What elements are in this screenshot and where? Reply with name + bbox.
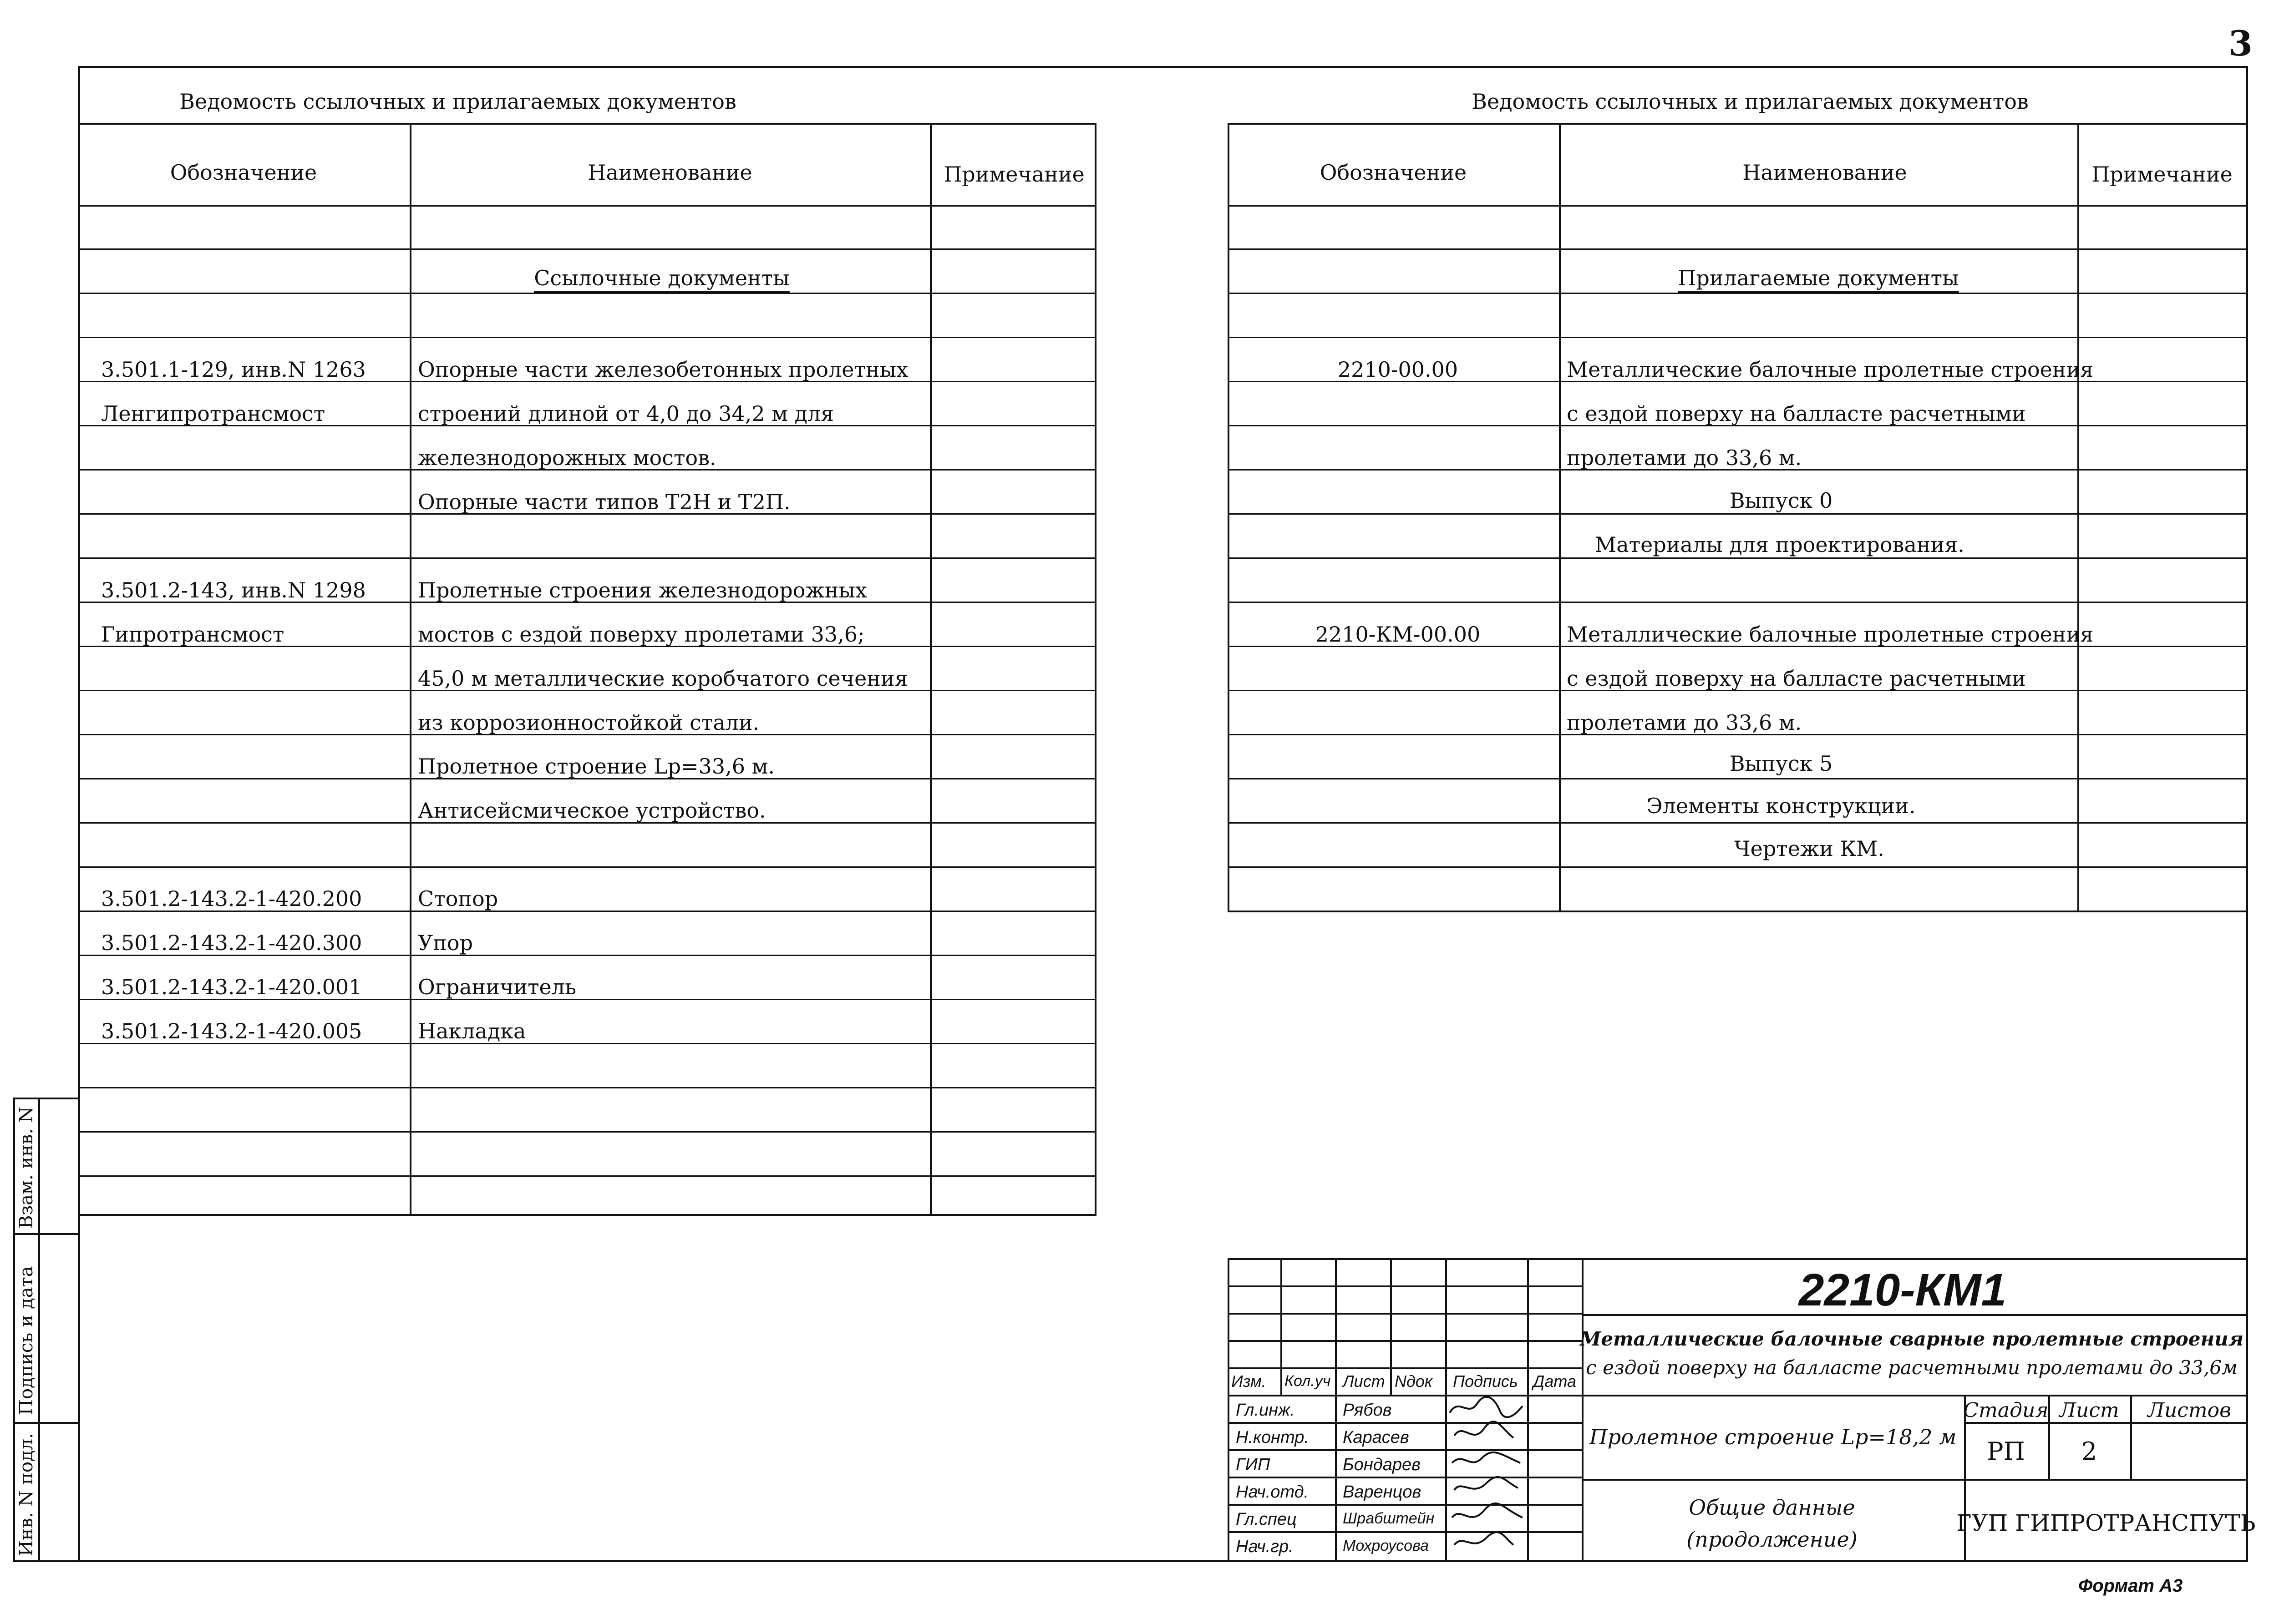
right-header-name: Наименование <box>1742 160 1907 185</box>
staff-role: Нач.отд. <box>1236 1482 1309 1502</box>
table-row-name: мостов с ездой поверху пролетами 33,6; <box>418 622 865 647</box>
row-separator <box>1228 911 2248 912</box>
table-row-name: Пролетные строения железнодорожных <box>418 578 867 602</box>
table-row-name: Стопор <box>418 886 498 911</box>
row-separator <box>1228 866 2248 868</box>
row-separator <box>78 1131 1096 1133</box>
row-separator <box>78 293 1096 294</box>
table-row-name: с ездой поверху на балласте расчетными <box>1567 401 2026 426</box>
section-title-line2: (продолжение) <box>1686 1527 1858 1552</box>
tb-col-sheet: Лист <box>1343 1372 1385 1391</box>
row-separator <box>1228 778 2248 779</box>
table-row-name: Материалы для проектирования. <box>1595 532 1964 557</box>
table-row-designation: 3.501.2-143.2-1-420.001 <box>101 975 362 999</box>
row-separator <box>1228 293 2248 294</box>
staff-name: Мохроусова <box>1343 1537 1429 1554</box>
side-stamp-signature-date: Подпись и дата <box>16 1266 37 1415</box>
row-separator <box>78 1087 1096 1088</box>
table-row-name: Элементы конструкции. <box>1646 794 1916 818</box>
staff-name: Шрабштейн <box>1343 1510 1435 1527</box>
section-title-line1: Общие данные <box>1689 1495 1855 1520</box>
table-row-name: Опорные части железобетонных пролетных <box>418 357 909 382</box>
right-header-designation: Обозначение <box>1320 160 1467 185</box>
row-separator <box>1228 602 2248 603</box>
staff-role: Н.контр. <box>1236 1428 1309 1447</box>
project-title-line1: Металлические балочные сварные пролетные строения <box>1579 1328 2244 1350</box>
row-separator <box>78 557 1096 559</box>
table-row-name: Ограничитель <box>418 975 577 999</box>
side-stamp-replacement-inventory: Взам. инв. N <box>16 1107 37 1229</box>
table-row-designation: Ленгипротрансмост <box>101 401 325 426</box>
row-separator <box>78 337 1096 338</box>
row-separator <box>1228 337 2248 338</box>
table-row-name: железнодорожных мостов. <box>418 445 716 470</box>
drawing-code: 2210-КМ1 <box>1798 1265 2007 1315</box>
left-header-name: Наименование <box>588 160 752 185</box>
table-row-name: пролетами до 33,6 м. <box>1567 710 1802 735</box>
row-separator <box>1228 822 2248 824</box>
left-header-note: Примечание <box>944 162 1085 187</box>
table-row-designation: 2210-КМ-00.00 <box>1315 622 1481 647</box>
table-row-name: из коррозионностойкой стали. <box>418 710 760 735</box>
table-row-name: Опорные части типов Т2Н и Т2П. <box>418 490 791 514</box>
row-separator <box>1228 557 2248 559</box>
sheet-value: 2 <box>2081 1437 2097 1466</box>
table-row-name: пролетами до 33,6 м. <box>1567 445 1802 470</box>
table-row-designation: 3.501.2-143.2-1-420.200 <box>101 886 362 911</box>
row-separator <box>78 248 1096 250</box>
tb-col-count: Кол.уч <box>1284 1372 1331 1390</box>
table-row-name: Металлические балочные пролетные строения <box>1567 357 2094 382</box>
table-row-name: Чертежи КМ. <box>1734 836 1884 861</box>
left-header-designation: Обозначение <box>170 160 317 185</box>
tb-col-date: Дата <box>1533 1372 1576 1391</box>
staff-role: Гл.инж. <box>1236 1401 1295 1420</box>
table-row-name: Пролетное строение Lp=33,6 м. <box>418 754 775 779</box>
project-title-line2: с ездой поверху на балласте расчетными пролетами до 33,6м <box>1586 1356 2238 1379</box>
staff-role: Гл.спец <box>1236 1510 1297 1529</box>
signature-strokes <box>1445 1395 1527 1562</box>
table-row-name: строений длиной от 4,0 до 34,2 м для <box>418 401 834 426</box>
table-row-designation: Гипротрансмост <box>101 622 284 647</box>
sheet-title: Пролетное строение Lp=18,2 м <box>1589 1425 1957 1449</box>
table-row-designation: 2210-00.00 <box>1337 357 1458 382</box>
table-row-name: Антисейсмическое устройство. <box>418 798 766 823</box>
right-header-note: Примечание <box>2091 162 2233 187</box>
table-row-name: Выпуск 0 <box>1729 488 1833 513</box>
stage-label: Стадия <box>1963 1399 2049 1422</box>
page-number: 3 <box>2228 23 2253 64</box>
table-row-name: с ездой поверху на балласте расчетными <box>1567 666 2026 691</box>
left-table-title: Ведомость ссылочных и прилагаемых документов <box>179 89 736 114</box>
row-separator <box>1228 248 2248 250</box>
table-row-designation: 3.501.2-143.2-1-420.005 <box>101 1019 362 1043</box>
staff-name: Варенцов <box>1343 1482 1421 1502</box>
staff-name: Рябов <box>1343 1401 1392 1420</box>
side-stamp-original-inventory: Инв. N подл. <box>16 1433 37 1556</box>
staff-role: ГИП <box>1236 1455 1270 1474</box>
right-section-title: Прилагаемые документы <box>1678 266 1959 290</box>
table-row-designation: 3.501.2-143.2-1-420.300 <box>101 931 362 955</box>
sheet-label: Лист <box>2059 1399 2119 1422</box>
staff-name: Карасев <box>1343 1428 1409 1447</box>
table-row-name: Накладка <box>418 1019 526 1043</box>
left-section-title: Ссылочные документы <box>534 266 790 290</box>
table-row-designation: 3.501.2-143, инв.N 1298 <box>101 578 366 602</box>
tb-col-signature: Подпись <box>1453 1372 1518 1391</box>
table-row-name: Металлические балочные пролетные строения <box>1567 622 2094 647</box>
row-separator <box>78 866 1096 868</box>
format-label: Формат А3 <box>2078 1576 2183 1596</box>
table-row-name: 45,0 м металлические коробчатого сечения <box>418 666 908 691</box>
table-row-designation: 3.501.1-129, инв.N 1263 <box>101 357 366 382</box>
table-row-name: Выпуск 5 <box>1729 751 1833 776</box>
tb-col-docnum: Nдок <box>1395 1372 1432 1391</box>
organization: ГУП ГИПРОТРАНСПУТЬ <box>1956 1510 2256 1536</box>
sheets-label: Листов <box>2147 1399 2231 1422</box>
row-separator <box>78 1175 1096 1177</box>
right-table-title: Ведомость ссылочных и прилагаемых документов <box>1472 89 2029 114</box>
staff-role: Нач.гр. <box>1236 1537 1294 1556</box>
staff-name: Бондарев <box>1343 1455 1421 1474</box>
stage-value: РП <box>1987 1437 2025 1466</box>
row-separator <box>1228 513 2248 515</box>
tb-col-change: Изм. <box>1231 1372 1266 1391</box>
table-row-name: Упор <box>418 931 473 955</box>
